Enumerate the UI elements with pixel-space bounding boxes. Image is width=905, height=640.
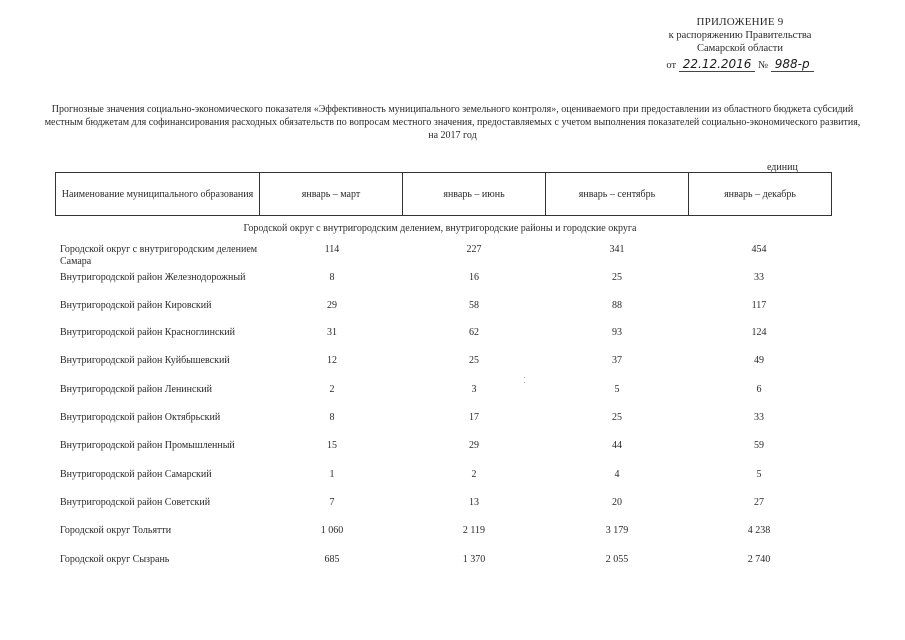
value-9m: 20: [612, 497, 622, 508]
value-9m: 341: [609, 244, 625, 255]
value-9m: 93: [612, 327, 622, 338]
value-9m: 88: [612, 300, 622, 311]
row-name: Внутригородской район Кировский: [60, 300, 212, 311]
row-name: Городской округ Сызрань: [60, 554, 170, 565]
row-name: Внутригородской район Промышленный: [60, 440, 235, 451]
value-q1: 114: [324, 244, 340, 255]
document-heading: Прогнозные значения социально-экономического показателя «Эффективность муниципального земельного контроля», оцениваемого при предоставлении из областного бюджета субсидий местным бюджетам для софинансирования расходных обязательств по вопросам местного значения, предоставляемых с учетом выполнения показателей социально-экономического развития, на 2017 год: [44, 104, 861, 141]
decree-number: 988-р: [771, 57, 814, 72]
column-header-q1: январь – март: [260, 173, 403, 216]
value-9m: 3 179: [605, 525, 629, 536]
value-h1: 227: [466, 244, 482, 255]
value-9m: 5: [614, 384, 620, 395]
value-year: 2 740: [747, 554, 771, 565]
value-q1: 29: [327, 300, 337, 311]
value-9m: 44: [612, 440, 622, 451]
value-h1: 1 370: [462, 554, 486, 565]
unit-label: единиц: [767, 162, 798, 173]
column-header-year: январь – декабрь: [689, 173, 832, 216]
value-year: 27: [754, 497, 764, 508]
value-q1: 15: [327, 440, 337, 451]
value-year: 454: [751, 244, 767, 255]
value-year: 5: [756, 469, 762, 480]
row-name: Внутригородской район Красноглинский: [60, 327, 235, 338]
value-9m: 4: [614, 469, 620, 480]
section-title: Городской округ с внутригородским делением, внутригородские районы и городские округа: [243, 223, 637, 234]
date-prefix: от: [666, 60, 677, 71]
appendix-line-1: к распоряжению Правительства: [668, 30, 812, 41]
appendix-line-2: Самарской области: [697, 43, 783, 54]
value-year: 124: [751, 327, 767, 338]
value-q1: 685: [324, 554, 340, 565]
value-q1: 8: [329, 272, 335, 283]
value-year: 59: [754, 440, 764, 451]
value-h1: 2 119: [462, 525, 486, 536]
value-q1: 7: [329, 497, 335, 508]
scan-artifact: ⁚: [523, 376, 526, 385]
row-name: Внутригородской район Советский: [60, 497, 211, 508]
decree-date: 22.12.2016: [679, 57, 756, 72]
row-name: Внутригородской район Железнодорожный: [60, 272, 246, 283]
appendix-title: ПРИЛОЖЕНИЕ 9: [696, 16, 784, 28]
value-h1: 58: [469, 300, 479, 311]
value-year: 117: [751, 300, 767, 311]
column-header-name: Наименование муниципального образования: [56, 173, 260, 216]
value-h1: 29: [469, 440, 479, 451]
row-name: Городской округ Тольятти: [60, 525, 172, 536]
value-h1: 2: [471, 469, 477, 480]
value-h1: 13: [469, 497, 479, 508]
value-year: 33: [754, 412, 764, 423]
table-header: [55, 172, 832, 216]
value-q1: 1 060: [320, 525, 344, 536]
value-h1: 17: [469, 412, 479, 423]
row-name: Внутригородской район Куйбышевский: [60, 355, 230, 366]
value-q1: 1: [329, 469, 335, 480]
value-q1: 8: [329, 412, 335, 423]
value-q1: 12: [327, 355, 337, 366]
row-name: Внутригородской район Ленинский: [60, 384, 213, 395]
value-year: 33: [754, 272, 764, 283]
row-name: Внутригородской район Октябрьский: [60, 412, 221, 423]
value-9m: 25: [612, 412, 622, 423]
number-prefix: №: [758, 60, 769, 71]
value-9m: 37: [612, 355, 622, 366]
decree-date-line: [640, 58, 840, 72]
value-9m: 2 055: [605, 554, 629, 565]
value-q1: 31: [327, 327, 337, 338]
column-header-9m: январь – сентябрь: [546, 173, 689, 216]
row-name: Внутригородской район Самарский: [60, 469, 212, 480]
appendix-block: [640, 16, 840, 72]
value-9m: 25: [612, 272, 622, 283]
column-header-h1: январь – июнь: [403, 173, 546, 216]
value-year: 6: [756, 384, 762, 395]
value-h1: 62: [469, 327, 479, 338]
value-h1: 16: [469, 272, 479, 283]
row-name: Городской округ с внутригородским делением Самара: [60, 244, 258, 267]
value-h1: 25: [469, 355, 479, 366]
value-h1: 3: [471, 384, 477, 395]
value-q1: 2: [329, 384, 335, 395]
value-year: 4 238: [747, 525, 771, 536]
value-year: 49: [754, 355, 764, 366]
